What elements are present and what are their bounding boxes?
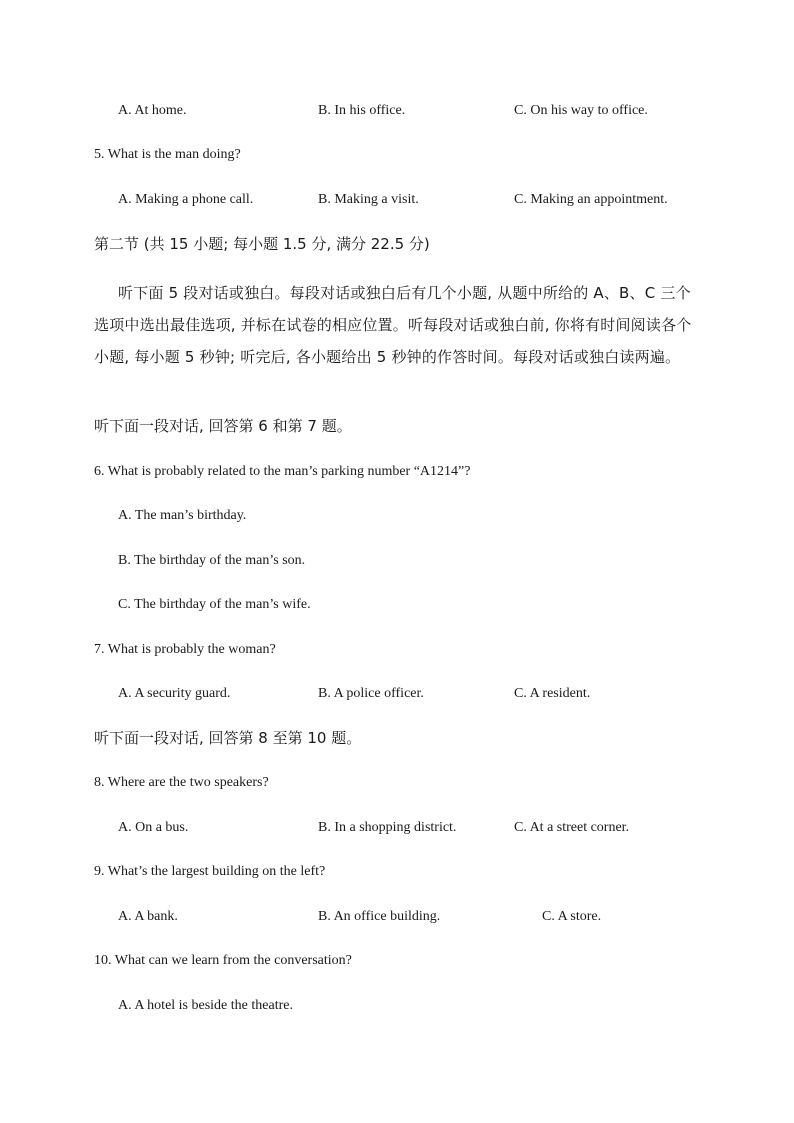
q8-option-c: C. At a street corner. bbox=[514, 820, 630, 835]
q7-option-b: B. A police officer. bbox=[318, 686, 424, 701]
q6-option-a: A. The man’s birthday. bbox=[118, 508, 247, 523]
q7-question: 7. What is probably the woman? bbox=[94, 642, 276, 657]
q9-option-c: C. A store. bbox=[542, 909, 602, 924]
q5-option-a: A. Making a phone call. bbox=[118, 192, 254, 207]
q4-option-b: B. In his office. bbox=[318, 103, 406, 118]
q9-question: 9. What’s the largest building on the left? bbox=[94, 864, 326, 879]
q5-option-b: B. Making a visit. bbox=[318, 192, 419, 207]
q6-option-b: B. The birthday of the man’s son. bbox=[118, 553, 306, 568]
q5-option-c: C. Making an appointment. bbox=[514, 192, 668, 207]
q4-option-a: A. At home. bbox=[118, 103, 187, 118]
q10-option-a: A. A hotel is beside the theatre. bbox=[118, 998, 293, 1013]
section-heading: 第二节 (共 15 小题; 每小题 1.5 分, 满分 22.5 分) bbox=[94, 235, 430, 253]
section-instructions: 听下面 5 段对话或独白。每段对话或独白后有几个小题, 从题中所给的 A、B、C 三个选项中选出最佳选项, 并标在试卷的相应位置。听每段对话或独白前, 你将有时间阅读各个小题, 每小题 5 秒钟; 听完后, 各小题给出 5 秒钟的作答时间。每段对话或独白读两遍。 bbox=[94, 284, 692, 366]
q8-option-b: B. In a shopping district. bbox=[318, 820, 457, 835]
q10-question: 10. What can we learn from the conversation? bbox=[94, 953, 352, 968]
q5-question: 5. What is the man doing? bbox=[94, 147, 241, 162]
q8-option-a: A. On a bus. bbox=[118, 820, 189, 835]
q6-option-c: C. The birthday of the man’s wife. bbox=[118, 597, 311, 612]
q9-option-b: B. An office building. bbox=[318, 909, 441, 924]
q7-option-a: A. A security guard. bbox=[118, 686, 231, 701]
q7-option-c: C. A resident. bbox=[514, 686, 591, 701]
q8-question: 8. Where are the two speakers? bbox=[94, 775, 269, 790]
dialog2-intro: 听下面一段对话, 回答第 8 至第 10 题。 bbox=[94, 729, 362, 747]
q6-question: 6. What is probably related to the man’s parking number “A1214”? bbox=[94, 464, 471, 479]
q9-option-a: A. A bank. bbox=[118, 909, 178, 924]
dialog1-intro: 听下面一段对话, 回答第 6 和第 7 题。 bbox=[94, 417, 352, 435]
q4-option-c: C. On his way to office. bbox=[514, 103, 648, 118]
